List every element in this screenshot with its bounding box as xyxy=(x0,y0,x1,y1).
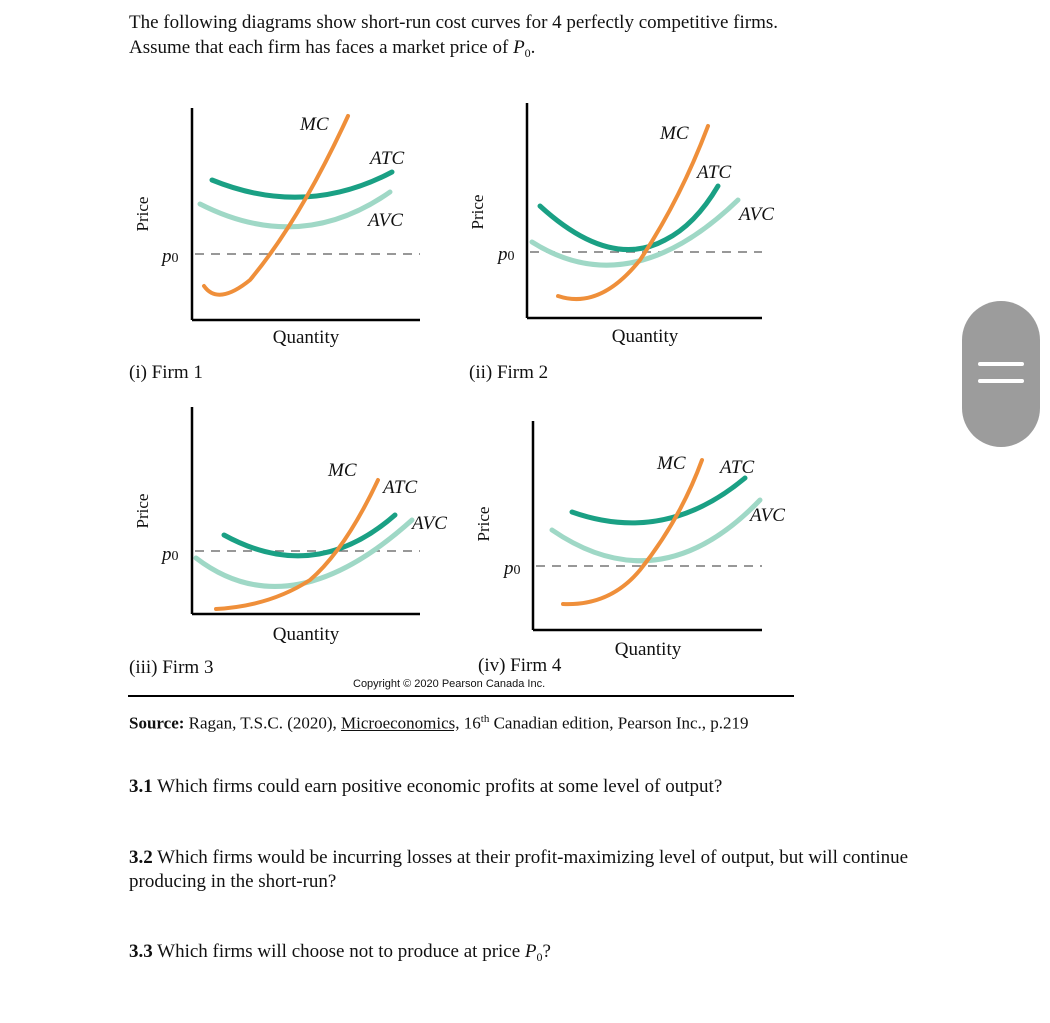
panel-firm-1 xyxy=(129,108,420,383)
panel-firm-3 xyxy=(129,407,447,678)
question-text: Which firms would be incurring losses at their profit-maximizing level of output, but will continue producing in the short-run? xyxy=(129,847,909,892)
mc-curve xyxy=(558,126,708,299)
intro-price-symbol: P xyxy=(513,37,525,58)
question-3-1 xyxy=(129,775,909,799)
atc-curve xyxy=(224,515,395,556)
figure-copyright: Copyright © 2020 Pearson Canada Inc. xyxy=(353,678,546,690)
source-label: Source: xyxy=(129,713,185,733)
question-text: Which firms will choose not to produce at price xyxy=(152,941,525,962)
y-axis-label: Price xyxy=(133,493,152,529)
question-number: 3.2 xyxy=(129,847,153,868)
source-edition-suffix: th xyxy=(480,713,490,725)
y-axis-label: Price xyxy=(133,196,152,232)
mc-label: MC xyxy=(300,114,329,135)
x-axis-label: Quantity xyxy=(614,639,682,660)
x-axis-label: Quantity xyxy=(611,326,679,347)
x-axis-label: Quantity xyxy=(272,624,340,645)
atc-label: ATC xyxy=(720,457,755,478)
panel-firm-2 xyxy=(468,103,774,383)
intro-line-2-text: Assume that each firm has faces a market price of xyxy=(129,37,514,58)
mc-label: MC xyxy=(657,453,686,474)
question-3-3 xyxy=(129,940,909,969)
source-book-title: Microeconomics, xyxy=(341,713,460,733)
question-3-2 xyxy=(129,846,909,894)
atc-curve xyxy=(572,478,745,523)
avc-label: AVC xyxy=(368,210,403,231)
question-price-subscript: 0 xyxy=(536,950,543,964)
avc-label: AVC xyxy=(750,505,785,526)
atc-label: ATC xyxy=(697,162,732,183)
panel-caption: (iv) Firm 4 xyxy=(478,655,562,676)
avc-label: AVC xyxy=(412,513,447,534)
mc-curve xyxy=(563,460,702,604)
atc-label: ATC xyxy=(383,477,418,498)
atc-curve xyxy=(212,172,392,197)
panel-firm-4 xyxy=(474,421,785,676)
question-number: 3.1 xyxy=(129,776,153,797)
question-text-end: ? xyxy=(542,941,551,962)
side-panel-handle[interactable] xyxy=(962,301,1040,447)
intro-line-1: The following diagrams show short-run cost curves for 4 perfectly competitive firms. xyxy=(129,12,778,33)
y-axis-label: Price xyxy=(468,194,487,230)
mc-label: MC xyxy=(328,460,357,481)
source-citation xyxy=(129,708,989,735)
avc-curve xyxy=(532,200,738,265)
intro-price-subscript: 0 xyxy=(524,46,531,60)
panel-caption: (i) Firm 1 xyxy=(129,362,203,383)
p0-label: p0 xyxy=(162,544,179,565)
atc-label: ATC xyxy=(370,148,405,169)
p0-label: p0 xyxy=(162,246,179,267)
question-text: Which firms could earn positive economic profits at some level of output? xyxy=(152,776,723,797)
y-axis-label: Price xyxy=(474,506,493,542)
p0-label: p0 xyxy=(498,244,515,265)
mc-curve xyxy=(204,116,348,295)
x-axis-label: Quantity xyxy=(272,327,340,348)
source-text: Ragan, T.S.C. (2020), xyxy=(184,713,342,733)
panel-caption: (ii) Firm 2 xyxy=(469,362,549,383)
mc-label: MC xyxy=(660,123,689,144)
p0-label: p0 xyxy=(504,558,521,579)
question-number: 3.3 xyxy=(129,941,153,962)
question-price-symbol: P xyxy=(524,941,537,962)
divider xyxy=(128,695,794,697)
panel-caption: (iii) Firm 3 xyxy=(129,657,214,678)
intro-line-2-end: . xyxy=(530,37,536,58)
avc-label: AVC xyxy=(739,204,774,225)
source-edition-number: 16 xyxy=(459,713,481,733)
source-text-end: Canadian edition, Pearson Inc., p.219 xyxy=(489,713,749,733)
